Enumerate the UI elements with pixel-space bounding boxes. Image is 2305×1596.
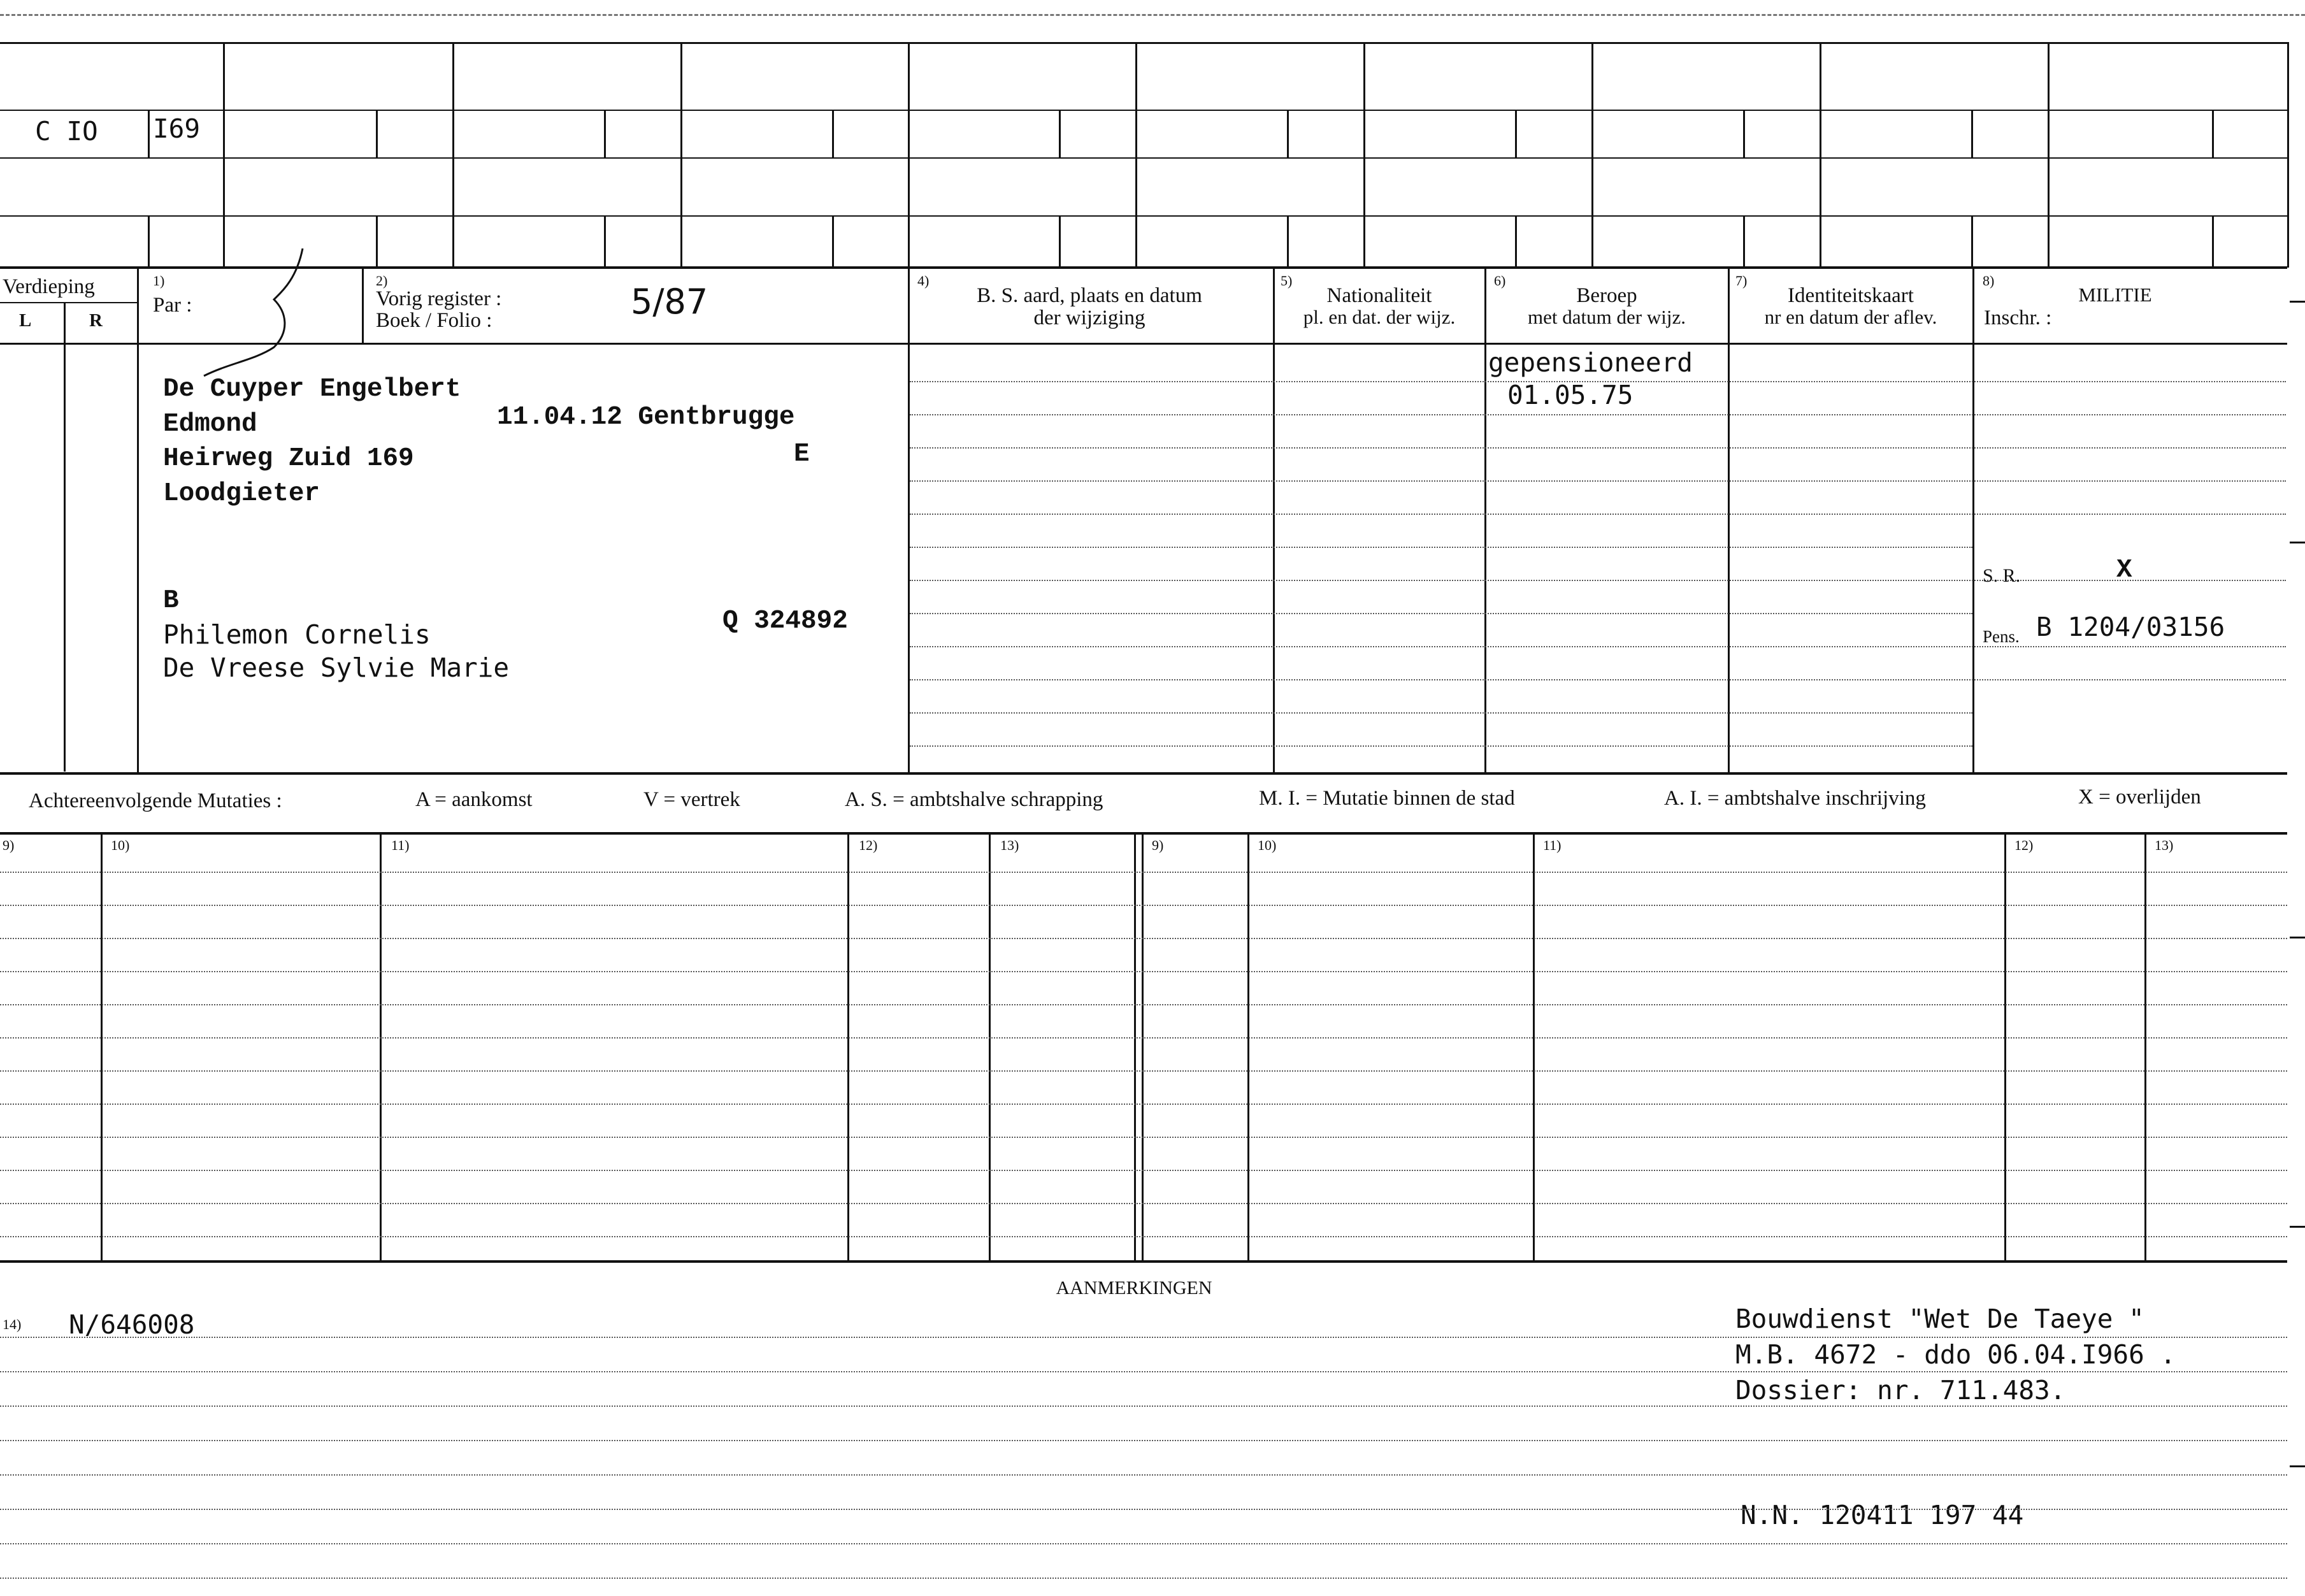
note-14: 14) (3, 1316, 22, 1332)
father-name: Philemon Cornelis (163, 619, 431, 650)
verdieping-label: Verdieping (3, 275, 95, 298)
mut-header-10b: 10) (1258, 837, 1277, 853)
national-number: N.N. 120411 197 44 (1741, 1500, 2024, 1530)
remarks-title: AANMERKINGEN (1056, 1277, 1212, 1298)
beroep-value: gepensioneerd (1488, 347, 1693, 378)
legend-a: A = aankomst (415, 788, 533, 811)
identiteit-header-1: Identiteitskaart (1788, 284, 1914, 307)
mut-header-13: 13) (1000, 837, 1019, 853)
person-code: B (163, 586, 179, 615)
ref-number: I69 (153, 113, 201, 144)
remarks-line-1: Bouwdienst "Wet De Taeye " (1735, 1304, 2144, 1334)
mut-header-9: 9) (3, 837, 15, 853)
bs-header-1: B. S. aard, plaats en datum (977, 284, 1202, 307)
note-2: 2) (376, 273, 388, 289)
beroep-date: 01.05.75 (1507, 380, 1634, 410)
mut-header-12: 12) (859, 837, 878, 853)
note-8: 8) (1983, 273, 1995, 289)
vorig-register-label: Vorig register : (376, 287, 502, 310)
mut-header-11b: 11) (1543, 837, 1562, 853)
sr-label: S. R. (1983, 565, 2021, 586)
pens-value: B 1204/03156 (2036, 612, 2225, 642)
beroep-header-2: met datum der wijz. (1528, 306, 1686, 328)
remarks-number: N/646008 (69, 1309, 195, 1340)
identiteit-header-2: nr en datum der aflev. (1764, 306, 1937, 328)
l-label: L (19, 310, 32, 331)
note-4: 4) (917, 273, 930, 289)
pen-stroke (178, 242, 344, 389)
r-label: R (89, 310, 103, 331)
note-7: 7) (1735, 273, 1748, 289)
occupation: Loodgieter (163, 479, 320, 508)
person-name: De Cuyper Engelbert (163, 375, 461, 404)
address: Heirweg Zuid 169 (163, 444, 414, 473)
legend-v: V = vertrek (643, 788, 740, 811)
note-6: 6) (1494, 273, 1506, 289)
legend-x: X = overlijden (2078, 786, 2201, 809)
boek-folio-value: 5/87 (631, 282, 708, 322)
par-label: Par : (153, 294, 192, 317)
note-1: 1) (153, 273, 165, 289)
mut-header-13b: 13) (2155, 837, 2174, 853)
pens-label: Pens. (1983, 627, 2020, 646)
inschr-label: Inschr. : (1984, 306, 2052, 329)
militie-header: MILITIE (2078, 284, 2152, 306)
bs-header-2: der wijziging (1033, 306, 1145, 329)
nationaliteit-header-2: pl. en dat. der wijz. (1303, 306, 1456, 328)
id-number: Q 324892 (722, 607, 848, 636)
mut-header-12b: 12) (2014, 837, 2034, 853)
nationaliteit-header-1: Nationaliteit (1326, 284, 1432, 307)
legend-ai: A. I. = ambtshalve inschrijving (1664, 787, 1926, 810)
legend-title: Achtereenvolgende Mutaties : (29, 789, 282, 812)
remarks-line-2: M.B. 4672 - ddo 06.04.I966 . (1735, 1339, 2176, 1370)
birth-info: 11.04.12 Gentbrugge (497, 403, 795, 432)
person-name-2: Edmond (163, 410, 257, 439)
beroep-header-1: Beroep (1576, 284, 1637, 307)
stamp-mark: E (794, 440, 810, 469)
mut-header-11: 11) (391, 837, 410, 853)
mut-header-9b: 9) (1152, 837, 1164, 853)
remarks-line-3: Dossier: nr. 711.483. (1735, 1375, 2066, 1405)
mother-name: De Vreese Sylvie Marie (163, 652, 510, 683)
sr-value: X (2116, 556, 2132, 585)
boek-folio-label: Boek / Folio : (376, 309, 492, 332)
note-5: 5) (1281, 273, 1293, 289)
mut-header-10: 10) (111, 837, 130, 853)
legend-mi: M. I. = Mutatie binnen de stad (1259, 787, 1515, 810)
legend-as: A. S. = ambtshalve schrapping (845, 788, 1103, 811)
ref-code: C IO (35, 116, 98, 147)
